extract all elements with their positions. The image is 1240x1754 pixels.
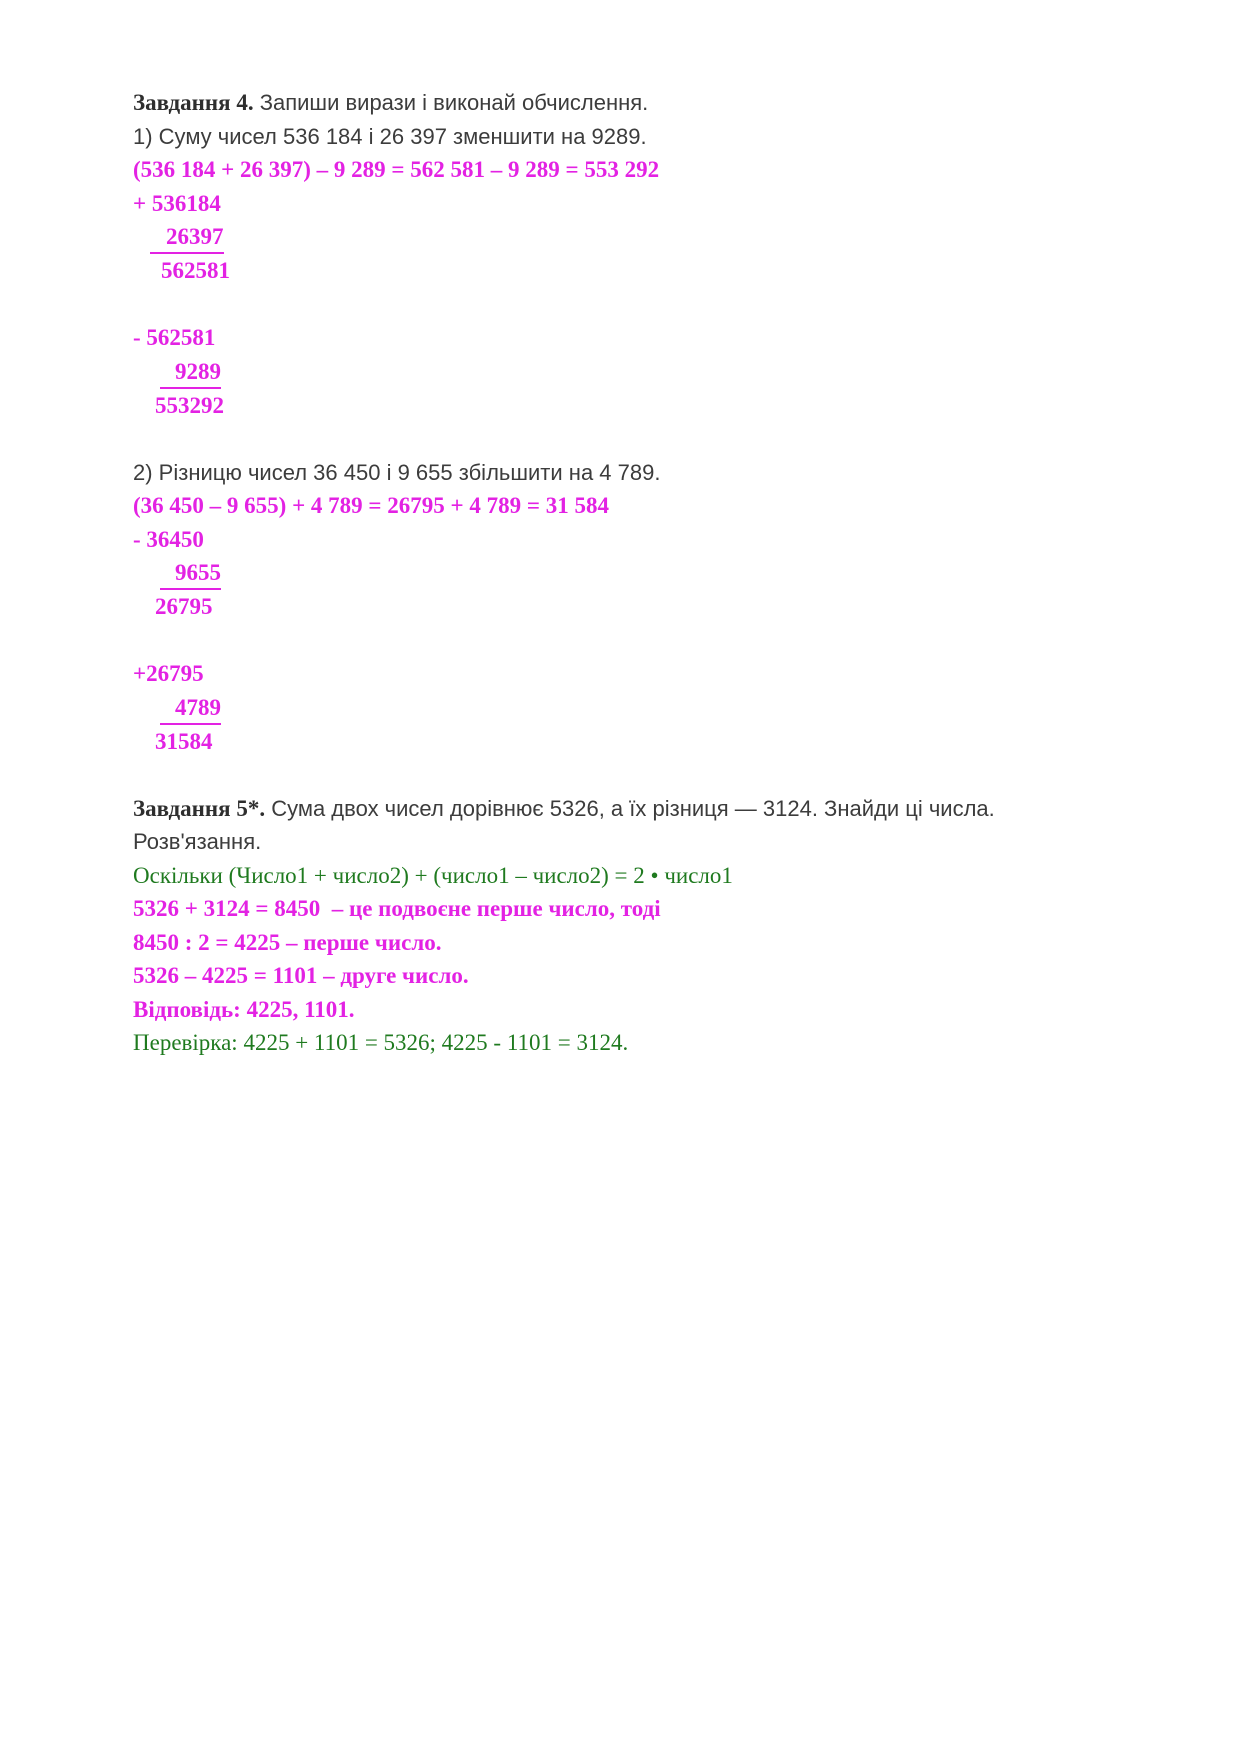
task4-expression1: (536 184 + 26 397) – 9 289 = 562 581 – 9 289 = 553 292: [133, 157, 660, 182]
column-add1-result: 562581: [161, 258, 230, 283]
column-sub1-result: 553292: [155, 392, 224, 418]
column-sub2-subtrahend: 9655: [160, 559, 221, 590]
task4-item1: 1) Суму чисел 536 184 і 26 397 зменшити на 9289.: [133, 123, 647, 149]
column-sub2-row1: - 36450: [133, 526, 204, 552]
column-add1-row2: [133, 220, 1180, 254]
task5-step1: 5326 + 3124 = 8450 – це подвоєне перше число, тоді: [133, 896, 661, 921]
task5-solution-label: Розв'язання.: [133, 829, 262, 854]
column-sub1-subtrahend: 9289: [160, 358, 221, 389]
column-sub1-row2: [133, 355, 1180, 389]
blank-line: [133, 288, 1180, 322]
task4-expression2: (36 450 – 9 655) + 4 789 = 26795 + 4 789 = 31 584: [133, 493, 609, 518]
task4-heading-text: Запиши вирази і виконай обчислення.: [253, 90, 649, 115]
column-sub2-result: 26795: [155, 594, 213, 619]
task4-heading: [133, 86, 1180, 120]
column-add2-row1: +26795: [133, 661, 204, 686]
blank-line: [133, 422, 1180, 456]
blank-line: [133, 624, 1180, 658]
column-add1-row1: + 536184: [133, 190, 221, 216]
task5-heading-number: Завдання 5*.: [133, 795, 266, 821]
column-sub2-row2: [133, 556, 1180, 590]
task5-step3: 5326 – 4225 = 1101 – друге число.: [133, 963, 469, 988]
column-add2-addend: 4789: [160, 694, 221, 725]
task5-reasoning: Оскільки (Число1 + число2) + (число1 – число2) = 2 • число1: [133, 862, 733, 888]
column-add2-result: 31584: [155, 728, 213, 754]
task5-check: Перевірка: 4225 + 1101 = 5326; 4225 - 1101 = 3124.: [133, 1030, 629, 1055]
task4-heading-number: Завдання 4.: [133, 90, 254, 115]
task5-heading: [133, 792, 1180, 826]
column-add1-subtrahend: 26397: [150, 223, 224, 254]
task5-answer: Відповідь: 4225, 1101.: [133, 996, 355, 1022]
task4-item2: 2) Різницю чисел 36 450 і 9 655 збільшити на 4 789.: [133, 459, 661, 485]
task5-heading-text: Сума двох чисел дорівнює 5326, а їх різниця — 3124. Знайди ці числа.: [265, 795, 995, 821]
task5-step2: 8450 : 2 = 4225 – перше число.: [133, 929, 442, 955]
column-add2-row2: [133, 691, 1180, 725]
column-sub1-row1: - 562581: [133, 325, 216, 350]
blank-line: [133, 758, 1180, 792]
